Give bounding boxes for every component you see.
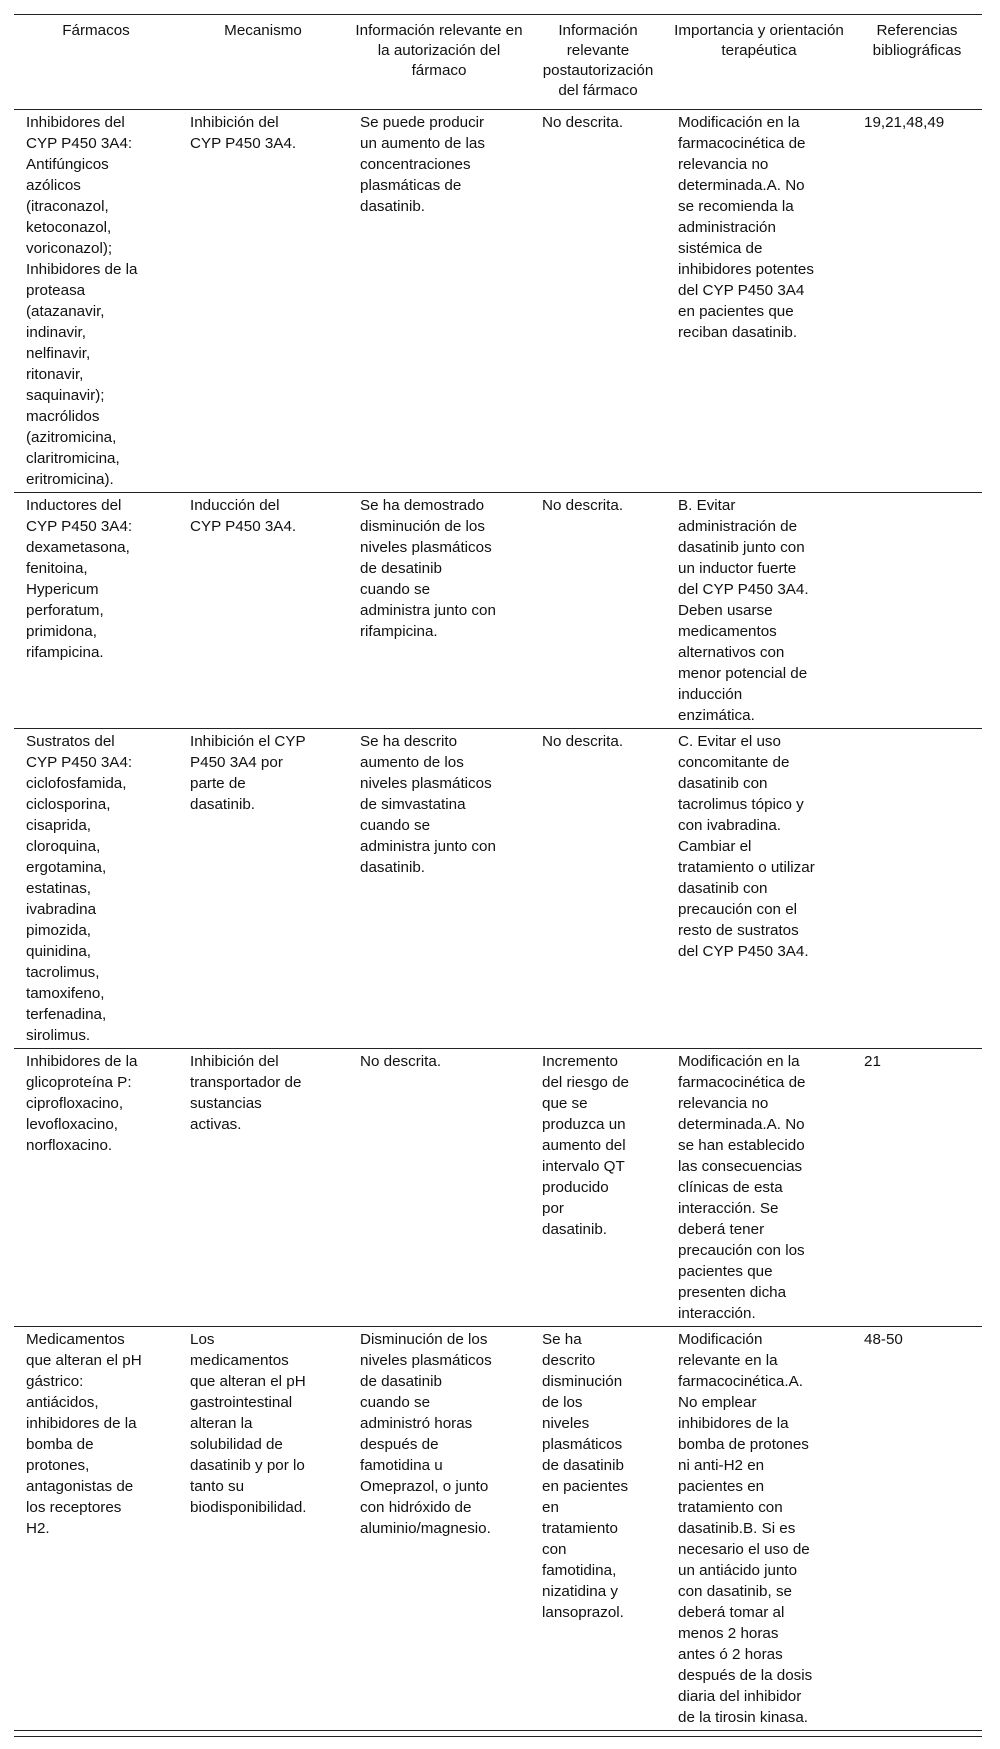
cell-autorizacion: Se puede producir un aumento de las concentraciones plasmáticas de dasatinib. (360, 114, 485, 215)
header-mecanismo: Mecanismo (224, 22, 302, 39)
cell-importancia: Modificación en la farmacocinética de relevancia no determinada.A. No se han establecido las consecuencias clínicas de esta interacción. Se deberá tener precaución con los pacientes que presenten dicha interacción. (678, 1053, 806, 1322)
table-bottom-rule (14, 1736, 982, 1737)
cell-importancia: Modificación en la farmacocinética de relevancia no determinada.A. No se recomienda la administración sistémica de inhibidores potentes del CYP P450 3A4 en pacientes que reciban dasatinib. (678, 114, 814, 341)
cell-postautorizacion: No descrita. (542, 497, 624, 514)
table-row (14, 1327, 982, 1731)
cell-farmacos: Inhibidores de la glicoproteína P: ciprofloxacino, levofloxacino, norfloxacino. (26, 1053, 138, 1154)
cell-mecanismo: Inhibición del transportador de sustancias activas. (190, 1053, 302, 1133)
cell-postautorizacion: No descrita. (542, 733, 624, 750)
table-row (14, 1049, 982, 1327)
table-header (14, 15, 982, 110)
cell-postautorizacion: Incremento del riesgo de que se produzca un aumento del intervalo QT producido por dasatinib. (542, 1053, 629, 1238)
header-postautorizacion: Información relevante postautorización del fármaco (542, 22, 654, 99)
cell-referencias (852, 729, 982, 1049)
cell-farmacos: Medicamentos que alteran el pH gástrico: antiácidos, inhibidores de la bomba de protones, antagonistas de los receptores H2. (26, 1331, 142, 1537)
cell-importancia: Modificación relevante en la farmacocinética.A. No emplear inhibidores de la bomba de protones ni anti-H2 en pacientes en tratamiento con dasatinib.B. Si es necesario el uso de un antiácido junto con dasatinib, se deberá tomar al menos 2 horas antes ó 2 horas después de la dosis diaria del inhibidor de la tirosin kinasa. (678, 1331, 813, 1726)
cell-autorizacion: No descrita. (360, 1053, 442, 1070)
cell-mecanismo: Los medicamentos que alteran el pH gastrointestinal alteran la solubilidad de dasatinib y por lo tanto su biodisponibilidad. (190, 1331, 307, 1516)
cell-farmacos: Inductores del CYP P450 3A4: dexametasona, fenitoina, Hypericum perforatum, primidona, rifampicina. (26, 497, 133, 661)
cell-postautorizacion: No descrita. (542, 114, 624, 131)
table-row (14, 110, 982, 493)
cell-mecanismo: Inhibición del CYP P450 3A4. (190, 114, 297, 152)
cell-farmacos: Sustratos del CYP P450 3A4: ciclofosfamida, ciclosporina, cisaprida, cloroquina, ergotamina, estatinas, ivabradina pimozida, quinidina, tacrolimus, tamoxifeno, terfenadina, sirolimus. (26, 733, 133, 1044)
drug-interaction-table (14, 14, 982, 1731)
cell-referencias: 19,21,48,49 (864, 114, 945, 131)
header-row (14, 15, 982, 110)
cell-postautorizacion: Se ha descrito disminución de los niveles plasmáticos de dasatinib en pacientes en tratamiento con famotidina, nizatidina y lansoprazol. (542, 1331, 629, 1621)
cell-autorizacion: Se ha demostrado disminución de los niveles plasmáticos de desatinib cuando se administra junto con rifampicina. (360, 497, 496, 640)
table-row (14, 729, 982, 1049)
header-autorizacion: Información relevante en la autorización del fármaco (355, 22, 523, 79)
cell-importancia: B. Evitar administración de dasatinib junto con un inductor fuerte del CYP P450 3A4. Deben usarse medicamentos alternativos con menor potencial de inducción enzimática. (678, 497, 809, 724)
cell-mecanismo: Inducción del CYP P450 3A4. (190, 497, 297, 535)
header-importancia: Importancia y orientación terapéutica (674, 22, 844, 59)
cell-autorizacion: Se ha descrito aumento de los niveles plasmáticos de simvastatina cuando se administra junto con dasatinib. (360, 733, 496, 876)
cell-referencias (852, 493, 982, 729)
cell-referencias: 21 (864, 1053, 881, 1070)
cell-autorizacion: Disminución de los niveles plasmáticos de dasatinib cuando se administró horas después de famotidina u Omeprazol, o junto con hidróxido de aluminio/magnesio. (360, 1331, 492, 1537)
header-referencias: Referencias bibliográficas (872, 22, 962, 59)
table-body (14, 110, 982, 1731)
header-farmacos: Fármacos (62, 22, 130, 39)
cell-farmacos: Inhibidores del CYP P450 3A4: Antifúngicos azólicos (itraconazol, ketoconazol, voriconazol); Inhibidores de la proteasa (atazanavir, indinavir, nelfinavir, ritonavir, saquinavir); macrólidos (azitromicina, claritromicina, eritromicina). (26, 114, 138, 488)
cell-referencias: 48-50 (864, 1331, 903, 1348)
cell-mecanismo: Inhibición el CYP P450 3A4 por parte de dasatinib. (190, 733, 306, 813)
table-row (14, 493, 982, 729)
cell-importancia: C. Evitar el uso concomitante de dasatinib con tacrolimus tópico y con ivabradina. Cambiar el tratamiento o utilizar dasatinib con precaución con el resto de sustratos del CYP P450 3A4. (678, 733, 815, 960)
